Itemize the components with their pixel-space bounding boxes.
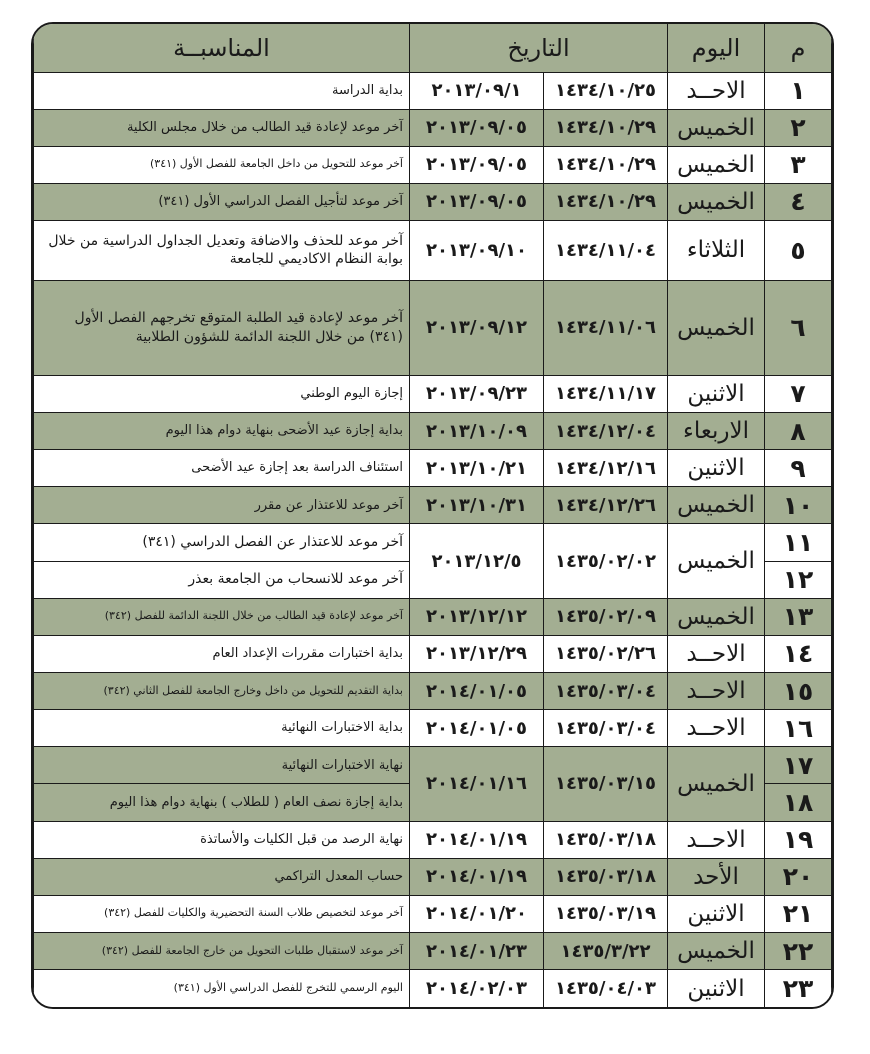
row-hijri-date: ١٤٣٤/١٠/٢٥ <box>544 72 668 109</box>
row-occasion: آخر موعد لإعادة قيد الطلبة المتوقع تخرجهم الفصل الأول (٣٤١) من خلال اللجنة الدائمة للشؤون الطلابية <box>34 280 410 375</box>
table-row <box>34 821 832 858</box>
row-day: الاربعاء <box>668 412 765 449</box>
row-day: الاحــد <box>668 821 765 858</box>
row-day: الخميس <box>668 932 765 969</box>
table-row <box>34 970 832 1007</box>
row-hijri-date: ١٤٣٤/١١/٠٦ <box>544 280 668 375</box>
row-occasion: آخر موعد للتحويل من داخل الجامعة للفصل الأول (٣٤١) <box>34 146 410 183</box>
table-row <box>34 221 832 281</box>
table-row <box>34 412 832 449</box>
row-hijri-date: ١٤٣٥/٠٢/٠٢ <box>544 524 668 598</box>
row-gregorian-date: ٢٠١٣/٠٩/١٠ <box>409 221 543 281</box>
row-occasion: بداية التقديم للتحويل من داخل وخارج الجامعة للفصل الثاني (٣٤٢) <box>34 672 410 709</box>
row-hijri-date: ١٤٣٤/١٢/١٦ <box>544 450 668 487</box>
row-occasion: آخر موعد للاعتذار عن مقرر <box>34 487 410 524</box>
row-day: الاحــد <box>668 710 765 747</box>
table-row <box>34 598 832 635</box>
row-occasion: آخر موعد للانسحاب من الجامعة بعذر <box>34 561 410 598</box>
table-row <box>34 932 832 969</box>
table-row <box>34 710 832 747</box>
row-day: الخميس <box>668 487 765 524</box>
header-num: م <box>765 24 832 72</box>
row-number: ١٦ <box>765 710 832 747</box>
row-number: ١٣ <box>765 598 832 635</box>
row-gregorian-date: ٢٠١٣/١٠/٠٩ <box>409 412 543 449</box>
row-number: ٢٢ <box>765 932 832 969</box>
row-number: ١٨ <box>765 784 832 821</box>
row-occasion: استئناف الدراسة بعد إجازة عيد الأضحى <box>34 450 410 487</box>
row-number: ١٧ <box>765 747 832 784</box>
row-number: ٣ <box>765 146 832 183</box>
row-hijri-date: ١٤٣٤/١١/١٧ <box>544 375 668 412</box>
header-row <box>34 24 832 72</box>
row-gregorian-date: ٢٠١٤/٠١/١٦ <box>409 747 543 821</box>
table-row <box>34 895 832 932</box>
row-hijri-date: ١٤٣٥/٠٣/١٩ <box>544 895 668 932</box>
table-row <box>34 375 832 412</box>
row-day: الخميس <box>668 598 765 635</box>
table-row <box>34 146 832 183</box>
table-row <box>34 183 832 220</box>
row-day: الخميس <box>668 747 765 821</box>
row-number: ٢٠ <box>765 858 832 895</box>
row-number: ٧ <box>765 375 832 412</box>
header-day: اليوم <box>668 24 765 72</box>
row-gregorian-date: ٢٠١٣/٠٩/٠٥ <box>409 109 543 146</box>
table-row <box>34 747 832 784</box>
row-number: ١٢ <box>765 561 832 598</box>
row-occasion: آخر موعد لتخصيص طلاب السنة التحضيرية والكليات للفصل (٣٤٢) <box>34 895 410 932</box>
row-number: ١٥ <box>765 672 832 709</box>
row-occasion: اليوم الرسمي للتخرج للفصل الدراسي الأول (٣٤١) <box>34 970 410 1007</box>
row-hijri-date: ١٤٣٥/٣/٢٢ <box>544 932 668 969</box>
row-number: ١ <box>765 72 832 109</box>
row-occasion: بداية إجازة عيد الأضحى بنهاية دوام هذا اليوم <box>34 412 410 449</box>
row-day: الاثنين <box>668 895 765 932</box>
row-gregorian-date: ٢٠١٣/٠٩/٠٥ <box>409 183 543 220</box>
row-gregorian-date: ٢٠١٣/١٠/٣١ <box>409 487 543 524</box>
row-number: ٢١ <box>765 895 832 932</box>
row-number: ١١ <box>765 524 832 561</box>
row-occasion: آخر موعد لإعادة قيد الطالب من خلال مجلس الكلية <box>34 109 410 146</box>
row-number: ٤ <box>765 183 832 220</box>
row-gregorian-date: ٢٠١٤/٠١/٢٠ <box>409 895 543 932</box>
row-day: الاثنين <box>668 375 765 412</box>
table-row <box>34 524 832 561</box>
row-number: ١٠ <box>765 487 832 524</box>
row-number: ١٩ <box>765 821 832 858</box>
table-row <box>34 487 832 524</box>
row-gregorian-date: ٢٠١٣/٠٩/٢٣ <box>409 375 543 412</box>
row-hijri-date: ١٤٣٤/١٢/٠٤ <box>544 412 668 449</box>
row-hijri-date: ١٤٣٥/٠٢/٠٩ <box>544 598 668 635</box>
row-hijri-date: ١٤٣٥/٠٤/٠٣ <box>544 970 668 1007</box>
row-occasion: إجازة اليوم الوطني <box>34 375 410 412</box>
header-occasion: المناسبــة <box>34 24 410 72</box>
row-day: الاحــد <box>668 672 765 709</box>
row-day: الاحــد <box>668 635 765 672</box>
row-gregorian-date: ٢٠١٤/٠٢/٠٣ <box>409 970 543 1007</box>
row-occasion: نهاية الرصد من قبل الكليات والأساتذة <box>34 821 410 858</box>
row-occasion: نهاية الاختبارات النهائية <box>34 747 410 784</box>
row-hijri-date: ١٤٣٥/٠٣/٠٤ <box>544 710 668 747</box>
row-number: ١٤ <box>765 635 832 672</box>
row-occasion: آخر موعد للاعتذار عن الفصل الدراسي (٣٤١) <box>34 524 410 561</box>
table-row <box>34 858 832 895</box>
row-occasion: بداية إجازة نصف العام ( للطلاب ) بنهاية دوام هذا اليوم <box>34 784 410 821</box>
row-hijri-date: ١٤٣٤/١٠/٢٩ <box>544 183 668 220</box>
row-occasion: بداية الاختبارات النهائية <box>34 710 410 747</box>
row-occasion: آخر موعد للحذف والاضافة وتعديل الجداول الدراسية من خلال بوابة النظام الاكاديمي للجامعة <box>34 221 410 281</box>
row-occasion: بداية الدراسة <box>34 72 410 109</box>
row-gregorian-date: ٢٠١٣/٠٩/٠٥ <box>409 146 543 183</box>
row-hijri-date: ١٤٣٥/٠٣/١٨ <box>544 821 668 858</box>
row-occasion: حساب المعدل التراكمي <box>34 858 410 895</box>
row-day: الثلاثاء <box>668 221 765 281</box>
row-hijri-date: ١٤٣٥/٠٣/١٨ <box>544 858 668 895</box>
row-occasion: آخر موعد لإعادة قيد الطالب من خلال اللجنة الدائمة للفصل (٣٤٢) <box>34 598 410 635</box>
header-date: التاريخ <box>409 24 667 72</box>
row-hijri-date: ١٤٣٤/١١/٠٤ <box>544 221 668 281</box>
row-gregorian-date: ٢٠١٤/٠١/١٩ <box>409 858 543 895</box>
table-row <box>34 280 832 375</box>
row-occasion: آخر موعد لتأجيل الفصل الدراسي الأول (٣٤١) <box>34 183 410 220</box>
row-occasion: بداية اختبارات مقررات الإعداد العام <box>34 635 410 672</box>
table-row <box>34 109 832 146</box>
row-gregorian-date: ٢٠١٤/٠١/٠٥ <box>409 672 543 709</box>
table-row <box>34 72 832 109</box>
row-gregorian-date: ٢٠١٣/١٢/٥ <box>409 524 543 598</box>
row-day: الخميس <box>668 146 765 183</box>
academic-calendar-table <box>31 22 834 1009</box>
row-number: ٥ <box>765 221 832 281</box>
row-gregorian-date: ٢٠١٤/٠١/٠٥ <box>409 710 543 747</box>
calendar-grid <box>33 24 832 1007</box>
row-number: ٦ <box>765 280 832 375</box>
row-gregorian-date: ٢٠١٣/١٠/٢١ <box>409 450 543 487</box>
row-day: الخميس <box>668 524 765 598</box>
row-day: الاثنين <box>668 970 765 1007</box>
row-day: الأحد <box>668 858 765 895</box>
row-number: ٢ <box>765 109 832 146</box>
row-day: الاثنين <box>668 450 765 487</box>
row-day: الاحــد <box>668 72 765 109</box>
table-row <box>34 672 832 709</box>
row-gregorian-date: ٢٠١٣/١٢/٢٩ <box>409 635 543 672</box>
row-day: الخميس <box>668 109 765 146</box>
row-hijri-date: ١٤٣٥/٠٢/٢٦ <box>544 635 668 672</box>
row-hijri-date: ١٤٣٤/١٢/٢٦ <box>544 487 668 524</box>
row-gregorian-date: ٢٠١٣/٠٩/١ <box>409 72 543 109</box>
table-row <box>34 635 832 672</box>
row-hijri-date: ١٤٣٤/١٠/٢٩ <box>544 109 668 146</box>
row-hijri-date: ١٤٣٥/٠٣/٠٤ <box>544 672 668 709</box>
row-number: ٨ <box>765 412 832 449</box>
row-day: الخميس <box>668 183 765 220</box>
table-row <box>34 450 832 487</box>
row-gregorian-date: ٢٠١٣/١٢/١٢ <box>409 598 543 635</box>
row-day: الخميس <box>668 280 765 375</box>
row-number: ٩ <box>765 450 832 487</box>
row-gregorian-date: ٢٠١٤/٠١/٢٣ <box>409 932 543 969</box>
row-number: ٢٣ <box>765 970 832 1007</box>
row-hijri-date: ١٤٣٥/٠٣/١٥ <box>544 747 668 821</box>
row-occasion: آخر موعد لاستقبال طلبات التحويل من خارج الجامعة للفصل (٣٤٢) <box>34 932 410 969</box>
row-hijri-date: ١٤٣٤/١٠/٢٩ <box>544 146 668 183</box>
row-gregorian-date: ٢٠١٤/٠١/١٩ <box>409 821 543 858</box>
row-gregorian-date: ٢٠١٣/٠٩/١٢ <box>409 280 543 375</box>
